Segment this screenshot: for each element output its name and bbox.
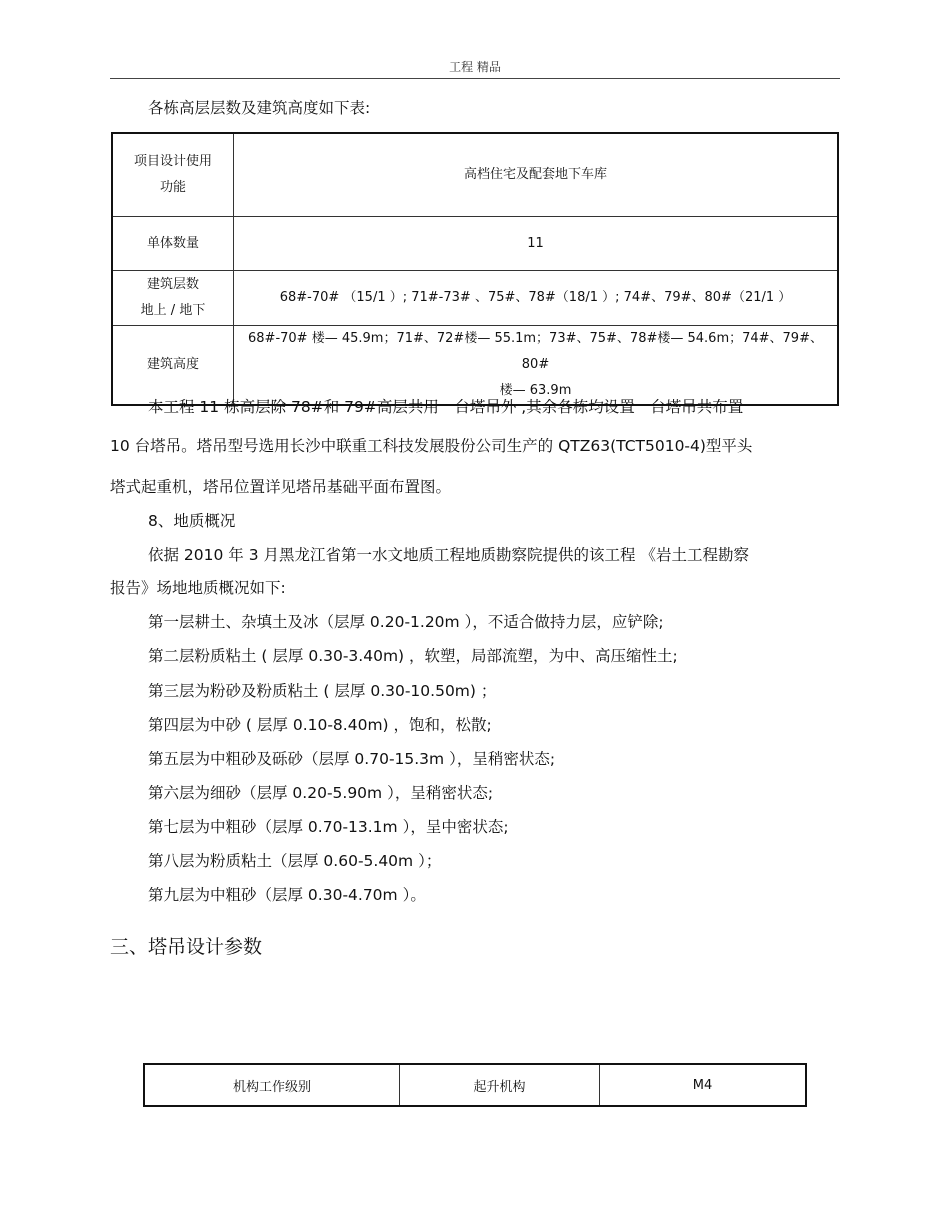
value-line: 高档住宅及配套地下车库 — [463, 167, 607, 182]
row-value — [234, 326, 839, 406]
paragraph-line: 本工程 11 栋高层除 78#和 79#高层共用一台塔吊外 ,其余各栋均设置一台塔吊共布置 — [148, 398, 744, 416]
row-label — [112, 271, 234, 326]
row-value — [234, 217, 839, 271]
label-line: 建筑层数 — [146, 277, 199, 292]
geology-layer-7: 第七层为中粗砂（层厚 0.70-13.1m ），呈中密状态; — [148, 818, 509, 836]
value-line: 68#-70# 楼— 45.9m；71#、72#楼— 55.1m；73#、75#、78#楼— 54.6m；74#、79#、80# — [248, 331, 823, 372]
table-cell: 机构工作级别 — [144, 1064, 400, 1106]
geology-layer-1: 第一层耕土、杂填土及冰（层厚 0.20-1.20m ），不适合做持力层，应铲除; — [148, 613, 664, 631]
section-subheading: 8、地质概况 — [148, 512, 236, 530]
table-intro: 各栋高层层数及建筑高度如下表: — [148, 99, 371, 117]
geology-layer-3: 第三层为粉砂及粉质粘土 ( 层厚 0.30-10.50m) ； — [148, 682, 497, 700]
building-info-table — [111, 132, 839, 406]
label-line: 建筑高度 — [146, 357, 199, 372]
header-divider — [110, 78, 840, 79]
table-row — [112, 217, 838, 271]
value-line: 68#-70# （15/1 ）; 71#-73# 、75#、78#（18/1 ）; 74#、79#、80#（21/1 ） — [279, 290, 792, 305]
label-line: 地上 / 地下 — [140, 303, 206, 318]
paragraph-line: 报告》场地地质概况如下: — [110, 579, 286, 597]
label-line: 功能 — [159, 180, 186, 195]
page-header: 工程 精品 — [449, 60, 501, 74]
value-line: 楼— 63.9m — [499, 383, 572, 398]
table-row — [112, 271, 838, 326]
section-heading: 三、塔吊设计参数 — [110, 936, 263, 958]
table-row — [112, 326, 838, 406]
table-cell: M4 — [600, 1064, 807, 1106]
crane-parameter-table — [143, 1063, 807, 1107]
paragraph-line: 依据 2010 年 3 月黑龙江省第一水文地质工程地质勘察院提供的该工程 《岩土工程勘察 — [148, 546, 749, 564]
geology-layer-8: 第八层为粉质粘土（层厚 0.60-5.40m ）； — [148, 852, 442, 870]
geology-layer-6: 第六层为细砂（层厚 0.20-5.90m ），呈稍密状态; — [148, 784, 494, 802]
geology-layer-2: 第二层粉质粘土 ( 层厚 0.30-3.40m) ，软塑，局部流塑，为中、高压缩性土; — [148, 647, 678, 665]
paragraph-line: 塔式起重机，塔吊位置详见塔吊基础平面布置图。 — [110, 478, 452, 496]
row-label — [112, 217, 234, 271]
table-cell: 起升机构 — [400, 1064, 600, 1106]
label-line: 单体数量 — [146, 235, 199, 251]
label-line: 项目设计使用 — [133, 154, 212, 169]
value-line: 11 — [527, 235, 544, 251]
row-label — [112, 133, 234, 217]
table-row — [144, 1064, 806, 1106]
row-value — [234, 271, 839, 326]
geology-layer-9: 第九层为中粗砂（层厚 0.30-4.70m ）。 — [148, 886, 426, 904]
geology-layer-4: 第四层为中砂 ( 层厚 0.10-8.40m) ，饱和，松散; — [148, 716, 492, 734]
row-label — [112, 326, 234, 406]
table-row — [112, 133, 838, 217]
geology-layer-5: 第五层为中粗砂及砾砂（层厚 0.70-15.3m ），呈稍密状态; — [148, 750, 556, 768]
row-value — [234, 133, 839, 217]
paragraph-line: 10 台塔吊。塔吊型号选用长沙中联重工科技发展股份公司生产的 QTZ63(TCT5010-4)型平头 — [110, 437, 753, 455]
